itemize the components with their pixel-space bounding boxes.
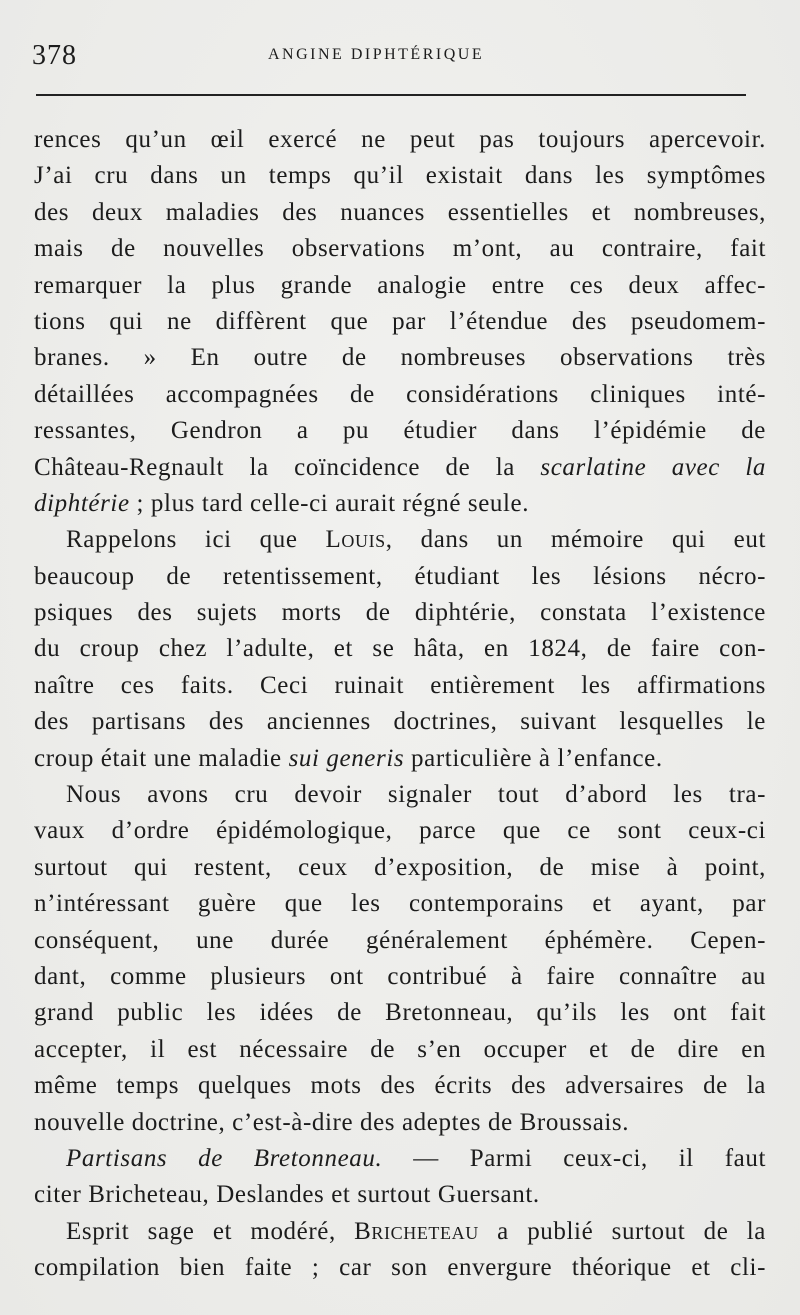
text-line <box>34 195 766 231</box>
line-text: psiques des sujets morts de diphtérie, constata l’existence <box>34 599 766 627</box>
text-line <box>34 923 766 959</box>
text-line <box>34 1177 766 1213</box>
text-line <box>34 522 766 558</box>
text-line <box>34 668 766 704</box>
text-line <box>34 1032 766 1068</box>
line-text: naître ces faits. Ceci ruinait entièrement les affirmations <box>34 671 766 699</box>
line-text: du croup chez l’adulte, et se hâta, en 1824, de faire con- <box>34 635 766 663</box>
line-text: vaux d’ordre épidémologique, parce que ce sont ceux-ci <box>34 817 766 845</box>
text-line <box>34 559 766 595</box>
line-text: mais de nouvelles observations m’ont, au contraire, fait <box>34 235 766 263</box>
line-text: conséquent, une durée généralement éphémère. Cepen- <box>34 926 766 954</box>
line-text: particulière à l’enfance. <box>404 744 663 772</box>
text-line <box>34 631 766 667</box>
author-name: Louis <box>325 526 386 554</box>
line-text: , dans un mémoire qui eut <box>385 526 766 554</box>
text-line <box>34 850 766 886</box>
text-line <box>34 1214 766 1250</box>
line-text: — Parmi ceux-ci, il faut <box>382 1144 766 1172</box>
line-text: n’intéressant guère que les contemporains et ayant, par <box>34 890 766 918</box>
line-text: ; plus tard celle-ci aurait régné seule. <box>129 489 530 517</box>
line-text: Château-Regnault la coïncidence de la <box>34 453 541 481</box>
line-text: des partisans des anciennes doctrines, suivant lesquelles le <box>34 708 766 736</box>
line-text: a publié surtout de la <box>478 1217 766 1245</box>
text-line <box>34 595 766 631</box>
text-line <box>34 1068 766 1104</box>
body-text <box>34 122 766 1287</box>
header-rule <box>36 94 746 96</box>
text-line <box>34 158 766 194</box>
text-line <box>34 304 766 340</box>
text-line <box>34 340 766 376</box>
text-line <box>34 995 766 1031</box>
italic-text: diphtérie <box>34 489 130 517</box>
line-text: rences qu’un œil exercé ne peut pas toujours apercevoir. <box>34 126 766 153</box>
line-text: compilation bien faite ; car son envergure théorique et cli- <box>34 1254 766 1282</box>
text-line <box>34 886 766 922</box>
text-line <box>34 268 766 304</box>
italic-text: scarlatine avec la <box>540 453 766 481</box>
author-name: Bricheteau <box>354 1217 479 1245</box>
line-text: remarquer la plus grande analogie entre ces deux affec- <box>34 271 766 299</box>
italic-text: sui generis <box>288 744 405 772</box>
line-text: Esprit sage et modéré, <box>66 1217 355 1245</box>
page-number: 378 <box>32 40 77 71</box>
line-text: même temps quelques mots des écrits des adversaires de la <box>34 1072 766 1100</box>
line-text: détaillées accompagnées de considérations cliniques inté- <box>34 380 766 408</box>
line-text: croup était une maladie <box>34 744 289 772</box>
text-line <box>34 377 766 413</box>
line-text: branes. » En outre de nombreuses observations très <box>34 344 766 372</box>
text-line <box>34 486 766 522</box>
line-text: ressantes, Gendron a pu étudier dans l’épidémie de <box>34 417 766 445</box>
line-text: dant, comme plusieurs ont contribué à faire connaître au <box>34 962 766 990</box>
italic-text: Partisans de Bretonneau. <box>66 1144 383 1172</box>
line-text: accepter, il est nécessaire de s’en occuper et de dire en <box>34 1035 766 1063</box>
running-title: ANGINE DIPHTÉRIQUE <box>268 46 485 63</box>
line-text: surtout qui restent, ceux d’exposition, de mise à point, <box>34 853 766 881</box>
text-line <box>34 122 766 158</box>
text-line <box>34 777 766 813</box>
text-line <box>34 704 766 740</box>
line-text: Rappelons ici que <box>66 526 326 554</box>
text-line <box>34 231 766 267</box>
text-line <box>34 813 766 849</box>
text-line <box>34 450 766 486</box>
text-line <box>34 1141 766 1177</box>
text-line <box>34 959 766 995</box>
line-text: grand public les idées de Bretonneau, qu’ils les ont fait <box>34 999 766 1027</box>
line-text: des deux maladies des nuances essentielles et nombreuses, <box>34 198 766 226</box>
line-text: Nous avons cru devoir signaler tout d’abord les tra- <box>66 781 766 809</box>
text-line <box>34 1250 766 1286</box>
text-line <box>34 413 766 449</box>
line-text: tions qui ne diffèrent que par l’étendue des pseudomem- <box>34 307 766 335</box>
text-line <box>34 1105 766 1141</box>
line-text: J’ai cru dans un temps qu’il existait dans les symptômes <box>34 162 766 190</box>
line-text: beaucoup de retentissement, étudiant les lésions nécro- <box>34 562 766 590</box>
text-line <box>34 741 766 777</box>
line-text: nouvelle doctrine, c’est-à-dire des adeptes de Broussais. <box>34 1108 630 1136</box>
line-text: citer Bricheteau, Deslandes et surtout Guersant. <box>34 1181 540 1209</box>
